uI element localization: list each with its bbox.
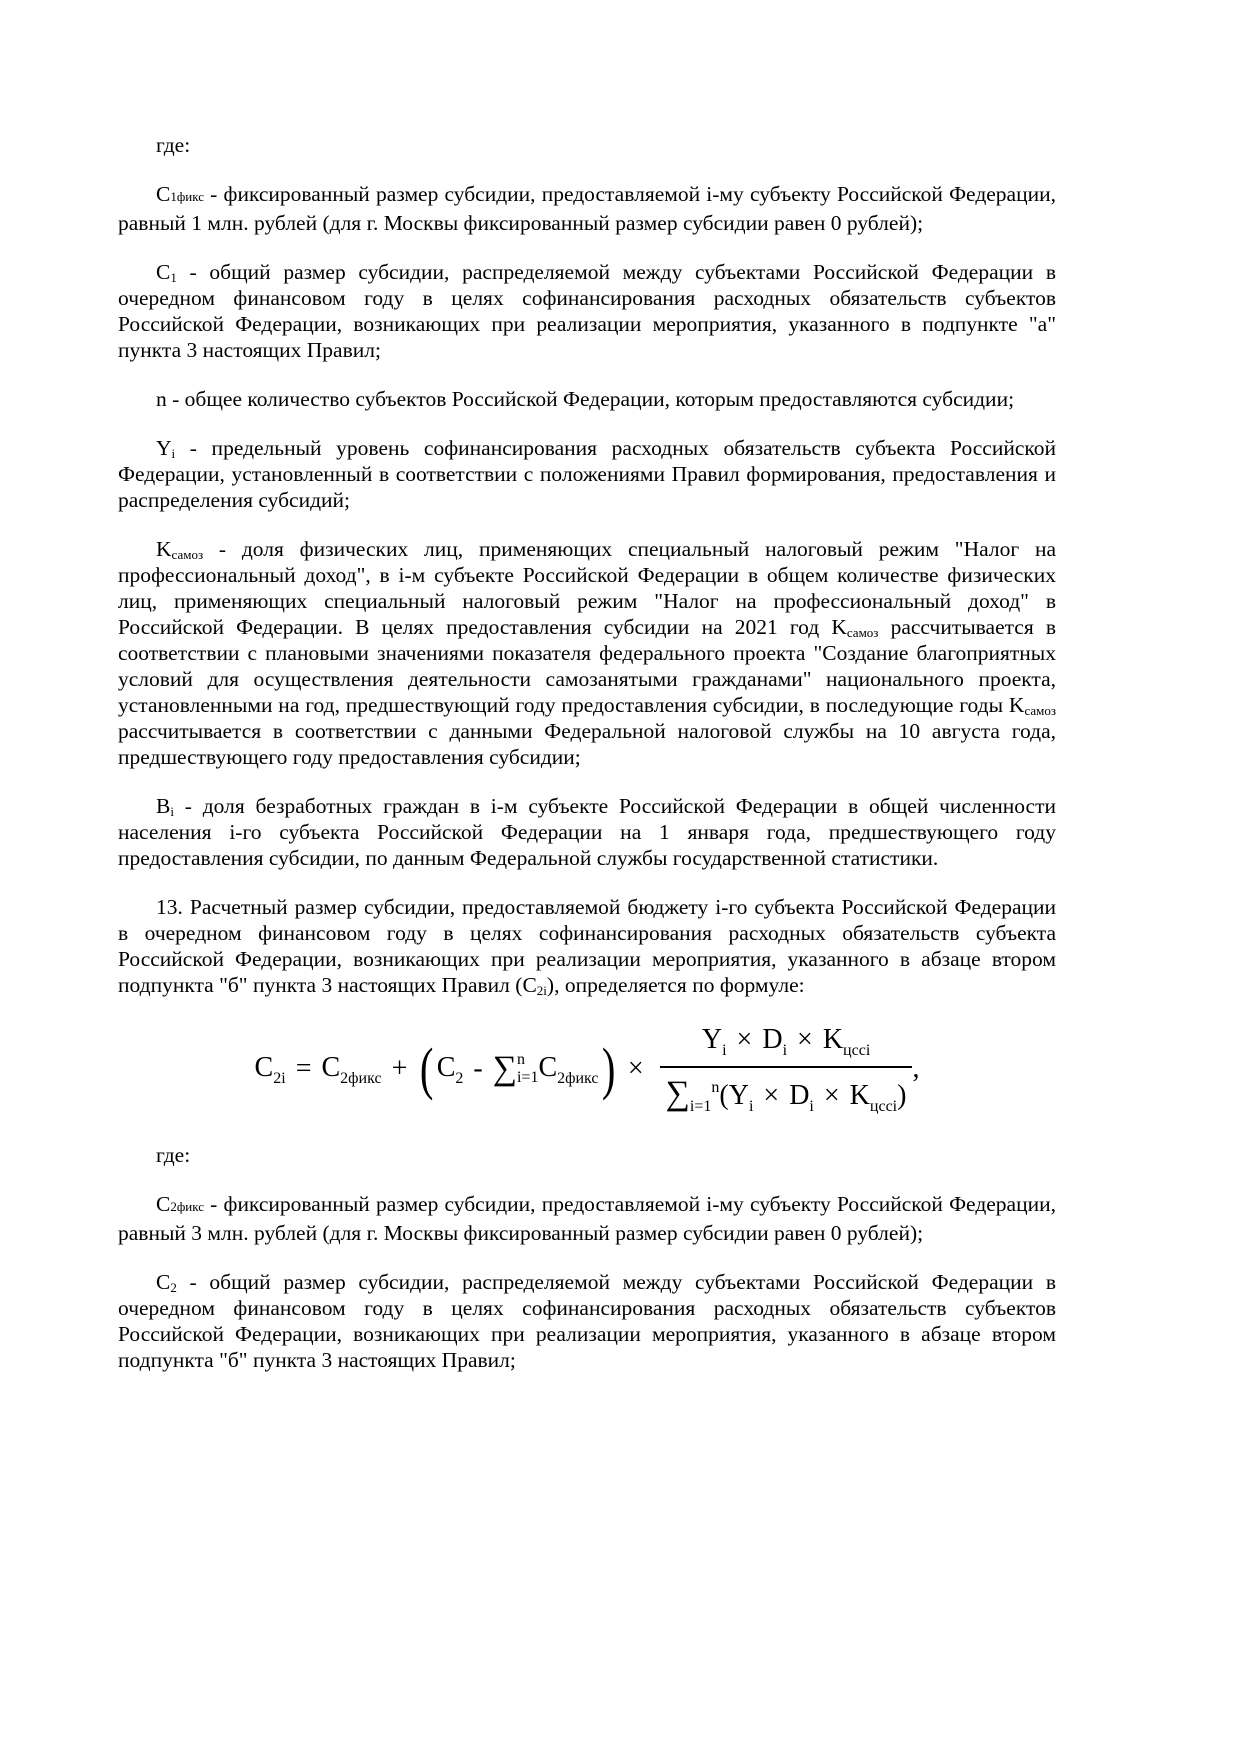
paragraph-n: n - общее количество субъектов Российской Федерации, которым предоставляются субсидии;	[156, 387, 1015, 411]
formula-c2i	[118, 1023, 1056, 1115]
formula-paren: )	[897, 1079, 907, 1111]
definition-text: - фиксированный размер субсидии, предоставляемой i-му субъекту Российской Федерации, равный 1 млн. рублей (для г. Москвы фиксированный размер субсидии равен 0 рублей);	[118, 182, 1056, 235]
formula-symbol: D	[762, 1023, 783, 1055]
paragraph-where-2: где:	[156, 1143, 191, 1167]
symbol: Y	[156, 436, 172, 460]
definition-text: - общий размер субсидии, распределяемой между субъектами Российской Федерации в очередном финансовом году в целях софинансирования расходных обязательств субъектов Российской Федерации, возникающих при реализации мероприятия, указанного в подпункте "а" пункта 3 настоящих Правил;	[118, 260, 1056, 362]
definition-text: - фиксированный размер субсидии, предоставляемой i-му субъекту Российской Федерации, равный 3 млн. рублей (для г. Москвы фиксированный размер субсидии равен 0 рублей);	[118, 1192, 1056, 1245]
formula-symbol: C	[436, 1051, 456, 1083]
formula-subscript: i	[722, 1041, 727, 1059]
definition-text: - доля безработных граждан в i-м субъекте Российской Федерации в общей численности населения i-го субъекта Российской Федерации на 1 января года, предшествующего году предоставления субсидии, по данным Федеральной службы государственной статистики.	[118, 794, 1056, 870]
sum-symbol: ∑	[492, 1049, 517, 1087]
subscript: i	[170, 804, 174, 819]
formula-paren: (	[719, 1079, 729, 1111]
subscript: 2фикс	[170, 1199, 204, 1214]
sum-limits	[517, 1051, 538, 1086]
paragraph-bi	[118, 793, 1056, 871]
subscript: самоз	[1024, 703, 1056, 718]
symbol: K	[831, 615, 847, 639]
formula-operator: -	[473, 1053, 483, 1085]
formula-term-c2	[437, 1051, 464, 1088]
formula-paren: (	[420, 1036, 434, 1101]
formula-subscript: цссi	[843, 1041, 871, 1059]
fraction	[660, 1023, 913, 1116]
formula-term-c2fix	[321, 1051, 381, 1088]
formula-subscript: цссi	[869, 1097, 898, 1115]
numerator	[696, 1023, 876, 1066]
subscript: самоз	[171, 547, 204, 562]
clause-text-end: ), определяется по формуле:	[546, 973, 805, 997]
formula-operator: =	[295, 1053, 312, 1085]
subscript: i	[171, 446, 176, 461]
subscript: 1	[170, 270, 177, 285]
denominator	[660, 1066, 913, 1116]
formula-subscript: 2фикс	[340, 1069, 382, 1087]
formula-comma: ,	[912, 1053, 920, 1085]
paragraph-where-1: где:	[156, 133, 191, 157]
definition-text: - доля физических лиц, применяющих специальный налоговый режим "Налог на профессиональный доход", в i-м субъекте Российской Федерации в общем количестве физических лиц, применяющих специальный налоговый режим "Налог на профессиональный доход" в Российской Федерации. В целях предоставления субсидии на 2021 год	[118, 537, 1056, 639]
symbol: C	[156, 1270, 171, 1294]
symbol: C	[522, 973, 537, 997]
formula-subscript: i	[748, 1097, 754, 1115]
document-page	[118, 132, 1056, 1396]
formula-symbol: Y	[701, 1023, 723, 1055]
formula-operator: ×	[797, 1023, 813, 1055]
formula-subscript: i	[809, 1097, 814, 1115]
sum-lower: i=1	[516, 1069, 539, 1086]
paragraph-c2	[118, 1269, 1056, 1373]
sum-upper: n	[516, 1051, 525, 1069]
subscript: 1фикс	[170, 189, 204, 204]
formula-operator: ×	[627, 1053, 644, 1085]
subscript: самоз	[846, 625, 879, 640]
subscript: 2i	[536, 983, 547, 998]
paragraph-c1fix	[118, 181, 1056, 236]
formula-subscript: 2	[455, 1069, 464, 1087]
formula-operator: ×	[763, 1079, 780, 1111]
clause-text: 13. Расчетный размер субсидии, предоставляемой бюджету i-го субъекта Российской Федерации в очередном финансовом году в целях софинансирования расходных обязательств субъекта Российской Федерации, возникающих при реализации мероприятия, указанного в абзаце втором подпункта "б" пункта 3 настоящих Правил (	[118, 895, 1056, 997]
definition-text: рассчитывается в соответствии с плановыми значениями показателя федерального проекта "Создание благоприятных условий для осуществления деятельности самозанятыми гражданами" национального проекта, установленными на год, предшествующий году предоставления субсидии, в последующие годы	[118, 615, 1056, 717]
sum-symbol: ∑	[665, 1074, 690, 1112]
formula-subscript: 2i	[273, 1069, 286, 1087]
paragraph-c2fix	[118, 1191, 1056, 1246]
sum-lower: i=1	[689, 1097, 712, 1115]
sum-upper: n	[711, 1078, 720, 1096]
symbol: C	[156, 182, 171, 206]
formula-symbol: C	[538, 1051, 558, 1083]
formula-symbol: C	[254, 1051, 274, 1083]
formula-term-c2i	[255, 1051, 286, 1088]
formula-subscript: 2фикс	[557, 1069, 599, 1087]
symbol: C	[156, 1192, 171, 1216]
symbol: C	[156, 260, 171, 284]
formula-subscript: i	[782, 1041, 788, 1059]
formula-operator: ×	[736, 1023, 753, 1055]
definition-text: - общий размер субсидии, распределяемой между субъектами Российской Федерации в очередном финансовом году в целях софинансирования расходных обязательств субъектов Российской Федерации, возникающих при реализации мероприятия, указанного в абзаце втором подпункта "б" пункта 3 настоящих Правил;	[118, 1270, 1056, 1372]
formula-symbol: C	[321, 1051, 341, 1083]
formula-paren: )	[601, 1036, 615, 1101]
formula-term-c2fix-sum	[538, 1051, 598, 1088]
formula-symbol: K	[822, 1023, 844, 1055]
paragraph-13	[118, 894, 1056, 998]
paragraph-c1	[118, 259, 1056, 363]
paragraph-ksamoz	[118, 536, 1056, 770]
formula-symbol: Y	[728, 1079, 749, 1111]
formula-operator: +	[391, 1053, 408, 1085]
symbol: B	[156, 794, 171, 818]
paragraph-yi	[118, 435, 1056, 513]
formula-symbol: K	[849, 1079, 870, 1111]
symbol: K	[1008, 693, 1025, 717]
definition-text: рассчитывается в соответствии с данными Федеральной налоговой службы на 10 августа года, предшествующего году предоставления субсидии;	[118, 719, 1056, 769]
subscript: 2	[170, 1280, 177, 1295]
symbol: K	[156, 537, 172, 561]
formula-symbol: D	[789, 1079, 810, 1111]
definition-text: - предельный уровень софинансирования расходных обязательств субъекта Российской Федерации, установленный в соответствии с положениями Правил формирования, предоставления и распределения субсидий;	[118, 436, 1056, 512]
formula-operator: ×	[823, 1079, 840, 1111]
